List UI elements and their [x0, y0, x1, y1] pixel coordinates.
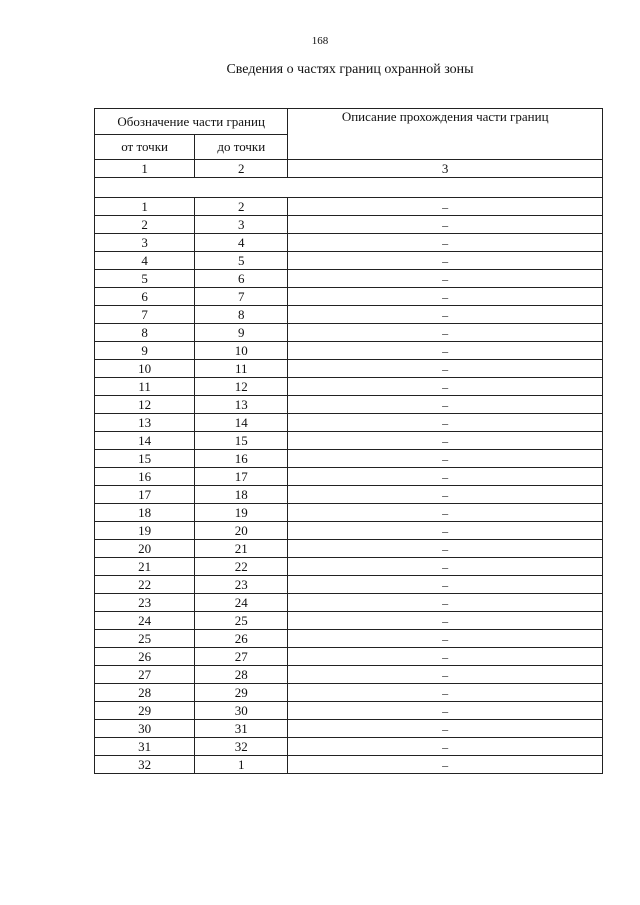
description-cell: – [288, 414, 603, 432]
description-cell: – [288, 738, 603, 756]
header-group-cell: Обозначение части границ [95, 109, 288, 135]
to-point-cell: 5 [195, 252, 288, 270]
description-cell: – [288, 540, 603, 558]
table-row [95, 270, 603, 288]
table-row [95, 468, 603, 486]
to-point-cell: 25 [195, 612, 288, 630]
table-row [95, 288, 603, 306]
header-to-cell: до точки [195, 135, 288, 160]
description-cell: – [288, 486, 603, 504]
table-row [95, 414, 603, 432]
table-row [95, 432, 603, 450]
table-row [95, 630, 603, 648]
from-point-cell: 28 [95, 684, 195, 702]
to-point-cell: 27 [195, 648, 288, 666]
description-cell: – [288, 216, 603, 234]
description-cell: – [288, 468, 603, 486]
to-point-cell: 16 [195, 450, 288, 468]
description-cell: – [288, 666, 603, 684]
table-row [95, 360, 603, 378]
table-row [95, 612, 603, 630]
table-row [95, 252, 603, 270]
from-point-cell: 2 [95, 216, 195, 234]
to-point-cell: 1 [195, 756, 288, 774]
to-point-cell: 30 [195, 702, 288, 720]
description-cell: – [288, 702, 603, 720]
table-row [95, 738, 603, 756]
table-row [95, 216, 603, 234]
from-point-cell: 30 [95, 720, 195, 738]
document-title: Сведения о частях границ охранной зоны [226, 62, 474, 77]
from-point-cell: 3 [95, 234, 195, 252]
to-point-cell: 18 [195, 486, 288, 504]
description-cell: – [288, 612, 603, 630]
to-point-cell: 20 [195, 522, 288, 540]
to-point-cell: 11 [195, 360, 288, 378]
from-point-cell: 32 [95, 756, 195, 774]
description-cell: – [288, 288, 603, 306]
description-cell: – [288, 234, 603, 252]
description-cell: – [288, 432, 603, 450]
from-point-cell: 15 [95, 450, 195, 468]
description-cell: – [288, 342, 603, 360]
description-cell: – [288, 450, 603, 468]
to-point-cell: 9 [195, 324, 288, 342]
page-number: 168 [311, 35, 329, 47]
from-point-cell: 18 [95, 504, 195, 522]
header-description-cell: Описание прохождения части границ [288, 109, 603, 160]
description-cell: – [288, 324, 603, 342]
from-point-cell: 11 [95, 378, 195, 396]
from-point-cell: 19 [95, 522, 195, 540]
from-point-cell: 27 [95, 666, 195, 684]
from-point-cell: 24 [95, 612, 195, 630]
header-from-cell: от точки [95, 135, 195, 160]
table-row [95, 504, 603, 522]
description-cell: – [288, 396, 603, 414]
from-point-cell: 23 [95, 594, 195, 612]
table-row [95, 648, 603, 666]
table-row [95, 666, 603, 684]
table-row [95, 522, 603, 540]
from-point-cell: 29 [95, 702, 195, 720]
boundary-parts-table [94, 108, 603, 774]
table-row [95, 486, 603, 504]
to-point-cell: 15 [195, 432, 288, 450]
description-cell: – [288, 684, 603, 702]
to-point-cell: 19 [195, 504, 288, 522]
from-point-cell: 6 [95, 288, 195, 306]
to-point-cell: 22 [195, 558, 288, 576]
from-point-cell: 13 [95, 414, 195, 432]
from-point-cell: 5 [95, 270, 195, 288]
table-row [95, 378, 603, 396]
to-point-cell: 31 [195, 720, 288, 738]
from-point-cell: 9 [95, 342, 195, 360]
column-number-cell: 3 [288, 160, 603, 178]
description-cell: – [288, 522, 603, 540]
to-point-cell: 26 [195, 630, 288, 648]
description-cell: – [288, 648, 603, 666]
from-point-cell: 22 [95, 576, 195, 594]
from-point-cell: 12 [95, 396, 195, 414]
description-cell: – [288, 756, 603, 774]
description-cell: – [288, 270, 603, 288]
to-point-cell: 21 [195, 540, 288, 558]
to-point-cell: 17 [195, 468, 288, 486]
to-point-cell: 32 [195, 738, 288, 756]
to-point-cell: 2 [195, 198, 288, 216]
to-point-cell: 29 [195, 684, 288, 702]
to-point-cell: 10 [195, 342, 288, 360]
to-point-cell: 23 [195, 576, 288, 594]
table-row [95, 720, 603, 738]
description-cell: – [288, 594, 603, 612]
description-cell: – [288, 630, 603, 648]
from-point-cell: 10 [95, 360, 195, 378]
description-cell: – [288, 720, 603, 738]
table-row [95, 558, 603, 576]
table-row [95, 702, 603, 720]
to-point-cell: 12 [195, 378, 288, 396]
to-point-cell: 4 [195, 234, 288, 252]
to-point-cell: 7 [195, 288, 288, 306]
table-row [95, 342, 603, 360]
column-number-cell: 1 [95, 160, 195, 178]
column-numbers-row [95, 160, 603, 178]
from-point-cell: 4 [95, 252, 195, 270]
table-row [95, 756, 603, 774]
description-cell: – [288, 576, 603, 594]
table-row [95, 450, 603, 468]
from-point-cell: 31 [95, 738, 195, 756]
table-row [95, 576, 603, 594]
from-point-cell: 17 [95, 486, 195, 504]
from-point-cell: 25 [95, 630, 195, 648]
from-point-cell: 16 [95, 468, 195, 486]
from-point-cell: 26 [95, 648, 195, 666]
to-point-cell: 14 [195, 414, 288, 432]
to-point-cell: 6 [195, 270, 288, 288]
description-cell: – [288, 558, 603, 576]
table-row [95, 594, 603, 612]
header-row [95, 109, 603, 135]
from-point-cell: 8 [95, 324, 195, 342]
description-cell: – [288, 306, 603, 324]
table-row [95, 234, 603, 252]
description-cell: – [288, 198, 603, 216]
table-row [95, 396, 603, 414]
table-row [95, 306, 603, 324]
table-row [95, 540, 603, 558]
empty-cell [95, 178, 603, 198]
description-cell: – [288, 360, 603, 378]
to-point-cell: 28 [195, 666, 288, 684]
empty-row [95, 178, 603, 198]
table-row [95, 198, 603, 216]
description-cell: – [288, 252, 603, 270]
description-cell: – [288, 378, 603, 396]
from-point-cell: 1 [95, 198, 195, 216]
from-point-cell: 7 [95, 306, 195, 324]
from-point-cell: 14 [95, 432, 195, 450]
to-point-cell: 8 [195, 306, 288, 324]
from-point-cell: 21 [95, 558, 195, 576]
to-point-cell: 3 [195, 216, 288, 234]
from-point-cell: 20 [95, 540, 195, 558]
column-number-cell: 2 [195, 160, 288, 178]
table-row [95, 324, 603, 342]
to-point-cell: 24 [195, 594, 288, 612]
table-row [95, 684, 603, 702]
description-cell: – [288, 504, 603, 522]
to-point-cell: 13 [195, 396, 288, 414]
